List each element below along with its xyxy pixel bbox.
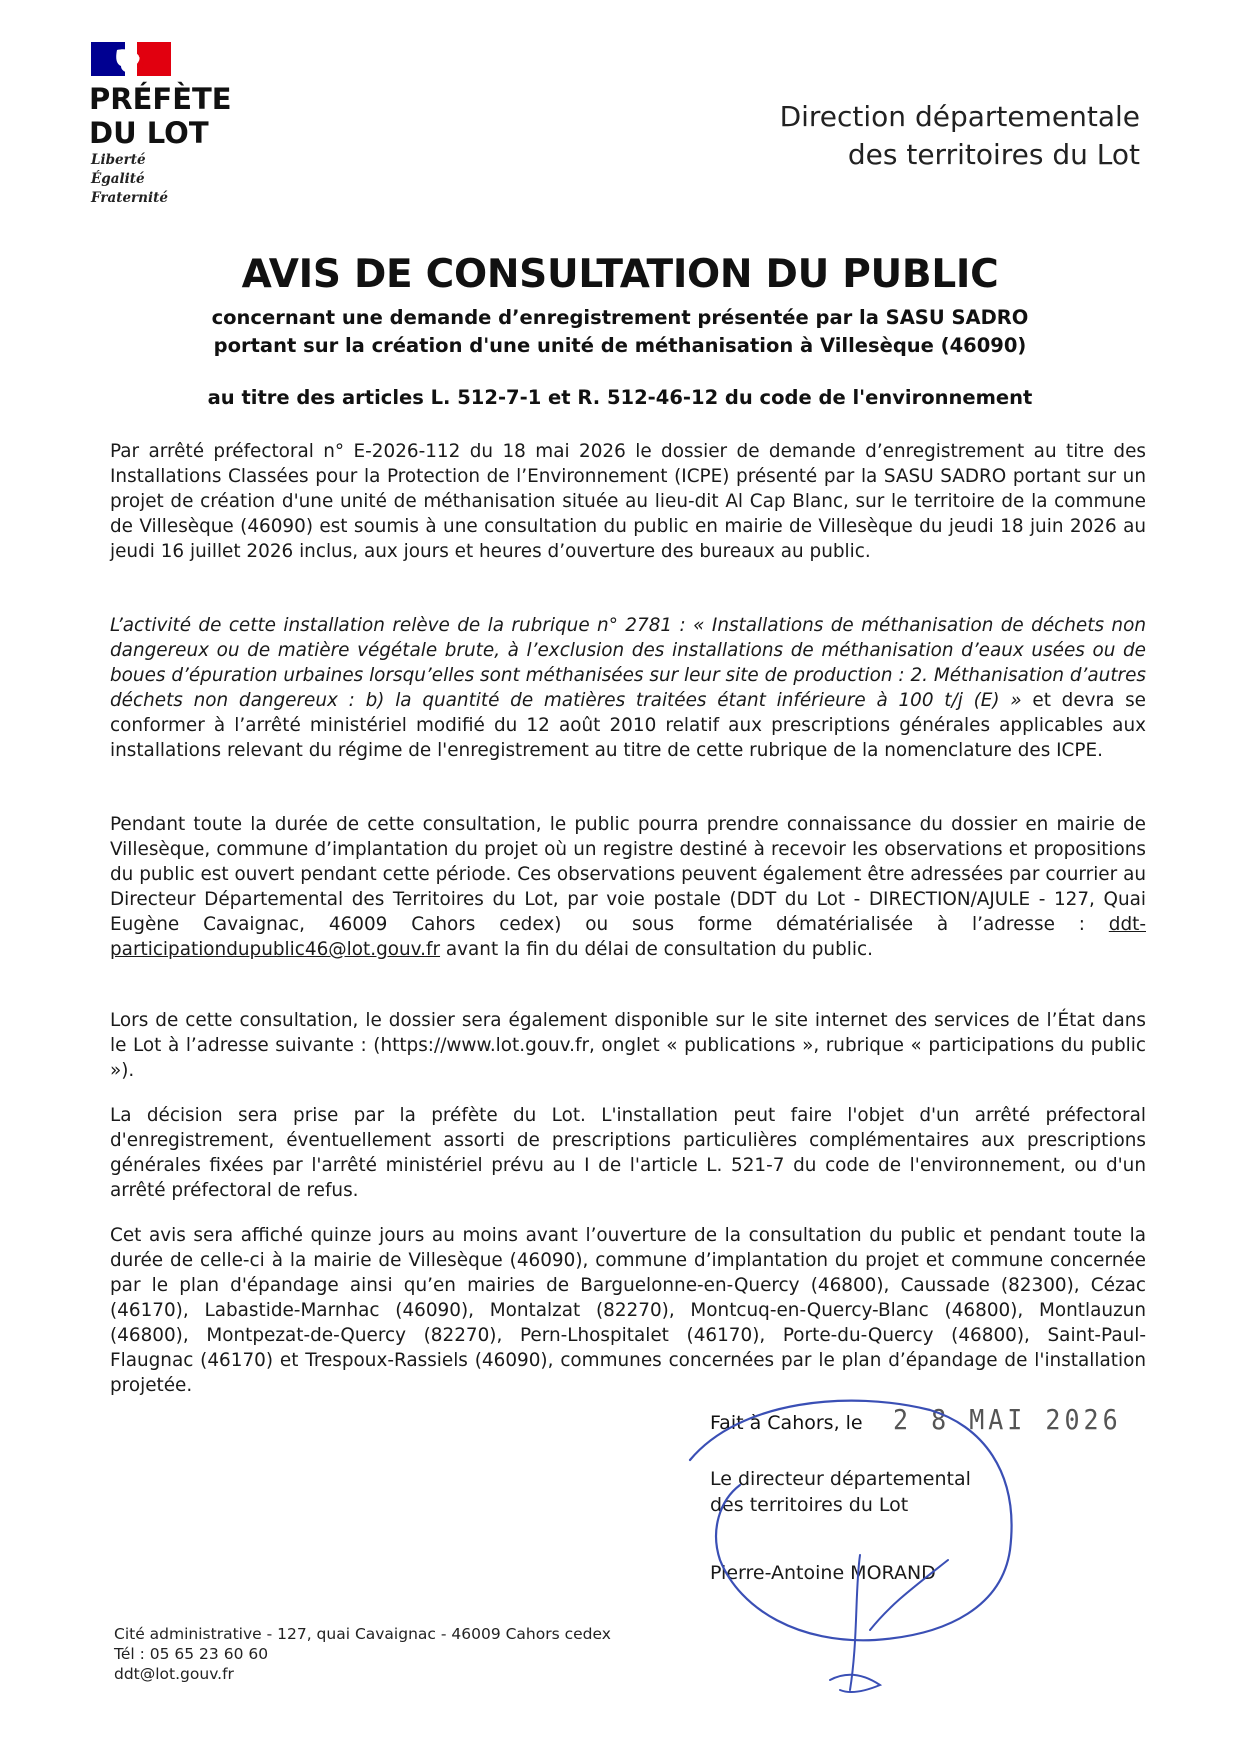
signatory-name: Pierre-Antoine MORAND [710,1562,936,1584]
participation-email-link[interactable]: ddt-participationdupublic46@lot.gouv.fr [110,914,1146,960]
consultation-text: Pendant toute la durée de cette consultation, le public pourra prendre connaissance du dossier en mairie de Villesèque, commune d’implantation du projet où un registre destiné à recevoir les observations et propositions du public est ouvert pendant cette période. Ces observations peuvent également être adressées par courrier au Directeur Départemental des Territoires du Lot, par voie postale (DDT du Lot - DIRECTION/AJULE - 127, Quai Eugène Cavaignac, 46009 Cahors cedex) ou sous forme dématérialisée à l’adresse : [110,814,1146,935]
paragraph-affichage: Cet avis sera affiché quinze jours au moins avant l’ouverture de la consultation du public et pendant toute la durée de celle-ci à la mairie de Villesèque (46090), commune d’implantation du projet et commune concernée par le plan d'épandage ainsi qu’en mairies de Barguelonne-en-Quercy (46800), Caussade (82300), Cézac (46170), Labastide-Marnhac (46090), Montalzat (82270), Montcuq-en-Quercy-Blanc (46800), Montlauzun (46800), Montpezat-de-Quercy (82270), Pern-Lhospitalet (46170), Porte-du-Quercy (46800), Saint-Paul-Flaugnac (46170) et Trespoux-Rassiels (46090), communes concernées par le plan d’épandage de l'installation projetée. [110,1225,1146,1396]
marianne-logo-icon [91,42,171,76]
direction-line-1: Direction départementale [779,100,1140,133]
subtitle-line-2: portant sur la création d'une unité de méthanisation à Villesèque (46090) [213,334,1027,357]
handwritten-signature-icon [680,1390,1040,1720]
prefecture-title [89,82,232,150]
motto-fraternite: Fraternité [91,190,168,206]
subtitle-line-1: concernant une demande d’enregistrement présentée par la SASU SADRO [211,306,1029,329]
prefecture-line-1: PRÉFÈTE [89,82,232,116]
paragraph-decision: La décision sera prise par la préfète du Lot. L'installation peut faire l'objet d'un arrêté préfectoral d'enregistrement, éventuellement assorti de prescriptions particulières complémentaires aux prescriptions générales fixées par l'arrêté ministériel prévu au I de l'article L. 521-7 du code de l'environnement, ou d'un arrêté préfectoral de refus. [110,1105,1146,1201]
legal-articles: au titre des articles L. 512-7-1 et R. 512-46-12 du code de l'environnement [207,386,1033,409]
rubrique-rest: et devra se conformer à l’arrêté ministériel modifié du 12 août 2010 relatif aux prescriptions générales applicables aux installations relevant du régime de l'enregistrement au titre de cette rubrique de la nomenclature des ICPE. [110,690,1146,761]
paragraph-consultation [110,812,1146,962]
date-stamp: 2 8 MAI 2026 [893,1403,1122,1436]
consultation-text-end: avant la fin du délai de consultation du public. [440,939,873,960]
role-line-2: des territoires du Lot [710,1494,909,1516]
signature-place: Fait à Cahors, le [710,1412,863,1434]
motto-egalite: Égalité [91,171,145,187]
motto-liberte: Liberté [91,152,146,168]
direction-line-2: des territoires du Lot [847,138,1140,171]
notice-subtitle [0,304,1240,360]
prefecture-line-2: DU LOT [89,116,209,150]
role-line-1: Le directeur départemental [710,1468,971,1490]
footer-contact [114,1624,611,1684]
footer-phone: Tél : 05 65 23 60 60 [114,1645,269,1663]
paragraph-arrete: Par arrêté préfectoral n° E-2026-112 du 18 mai 2026 le dossier de demande d’enregistrement au titre des Installations Classées pour la Protection de l’Environnement (ICPE) présenté par la SASU SADRO portant sur un projet de création d'une unité de méthanisation située au lieu-dit Al Cap Blanc, sur le territoire de la commune de Villesèque (46090) est soumis à une consultation du public en mairie de Villesèque du jeudi 18 juin 2026 au jeudi 16 juillet 2026 inclus, aux jours et heures d’ouverture des bureaux au public. [110,441,1146,562]
issuing-direction [780,98,1140,174]
rubrique-quote: L’activité de cette installation relève de la rubrique n° 2781 : « Installations de méthanisation de déchets non dangereux ou de matière végétale brute, à l’exclusion des installations de méthanisation d’eaux usées ou de boues d’épuration urbaines lorsqu’elles sont méthanisées sur leur site de production : 2. Méthanisation d’autres déchets non dangereux : b) la quantité de matières traitées étant inférieure à 100 t/j (E) » [110,615,1146,711]
republic-motto [91,151,168,208]
notice-title: AVIS DE CONSULTATION DU PUBLIC [241,252,999,297]
paragraph-website: Lors de cette consultation, le dossier sera également disponible sur le site internet des services de l’État dans le Lot à l’adresse suivante : (https://www.lot.gouv.fr, onglet « publications », rubrique « participations du public »). [110,1010,1146,1081]
footer-email[interactable]: ddt@lot.gouv.fr [114,1665,234,1683]
footer-address: Cité administrative - 127, quai Cavaignac - 46009 Cahors cedex [114,1625,611,1643]
paragraph-rubrique [110,613,1146,763]
